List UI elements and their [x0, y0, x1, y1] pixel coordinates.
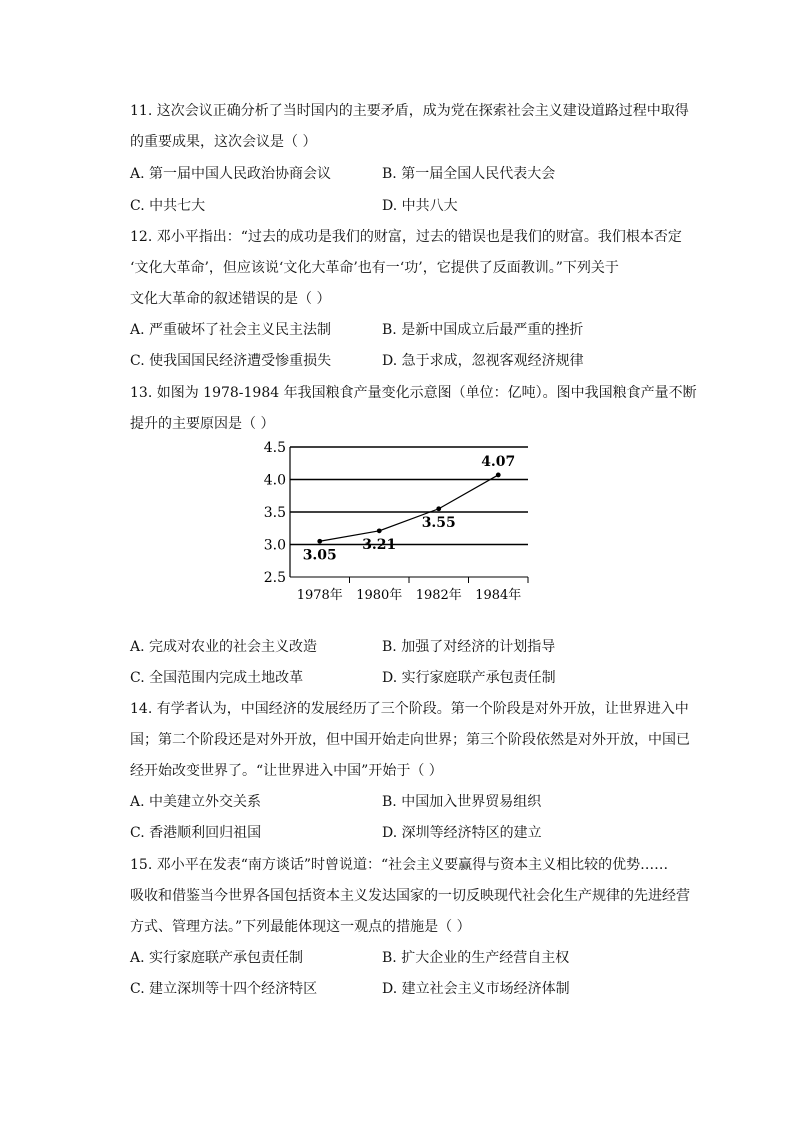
- q12-line-2: ‘文化大革命’，但应该说‘文化大革命’也有一‘功’，它提供了反面教训。”下列关于: [130, 260, 619, 276]
- chart-data-label: 3.05: [302, 547, 337, 564]
- chart-y-tick-label: 2.5: [263, 570, 286, 586]
- q15-line-1: 15. 邓小平在发表“南方谈话”时曾说道：“社会主义要赢得与资本主义相比较的优势……: [130, 857, 669, 873]
- q14-line-1: 14. 有学者认为，中国经济的发展经历了三个阶段。第一个阶段是对外开放，让世界进入中: [130, 701, 689, 717]
- q15-line-3: 方式、管理方法。”下列最能体现这一观点的措施是（ ）: [130, 919, 471, 935]
- q13-option-d: D. 实行家庭联产承包责任制: [382, 670, 556, 686]
- q12-line-1: 12. 邓小平指出：“过去的成功是我们的财富，过去的错误也是我们的财富。我们根本否定: [130, 229, 682, 245]
- q13-line-1: 13. 如图为 1978-1984 年我国粮食产量变化示意图（单位：亿吨）。图中我国粮食产量不断: [130, 385, 697, 401]
- chart-y-tick-label: 3.5: [263, 505, 286, 521]
- q11-option-c: C. 中共七大: [130, 198, 206, 214]
- q11-option-b: B. 第一届全国人民代表大会: [382, 166, 556, 182]
- chart-x-tick-label: 1980年: [356, 588, 403, 603]
- chart-x-tick-label: 1978年: [296, 588, 343, 603]
- q14-option-c: C. 香港顺利回归祖国: [130, 825, 262, 841]
- chart-x-tick-label: 1982年: [415, 588, 462, 603]
- chart-y-tick-label: 3.0: [263, 537, 286, 554]
- chart-x-ticks: [297, 587, 522, 603]
- chart-y-tick-label: 4.5: [263, 440, 286, 456]
- chart-data-label: 3.21: [362, 536, 397, 553]
- q11-option-d: D. 中共八大: [382, 198, 458, 214]
- q12-option-d: D. 急于求成，忽视客观经济规律: [382, 353, 584, 369]
- grain-output-chart: [256, 437, 536, 605]
- q12-option-c: C. 使我国国民经济遭受惨重损失: [130, 353, 332, 369]
- q15-option-d: D. 建立社会主义市场经济体制: [382, 981, 570, 997]
- q13-line-2: 提升的主要原因是（ ）: [130, 416, 275, 432]
- q11-line-2: 的重要成果，这次会议是（ ）: [130, 134, 317, 150]
- q11-line-1: 11. 这次会议正确分析了当时国内的主要矛盾，成为党在探索社会主义建设道路过程中取得: [130, 103, 689, 119]
- chart-data-point: [436, 506, 441, 511]
- q14-line-2: 国；第二个阶段还是对外开放，但中国开始走向世界；第三个阶段依然是对外开放，中国已: [130, 732, 690, 748]
- q13-option-c: C. 全国范围内完成土地改革: [130, 670, 304, 686]
- q13-option-b: B. 加强了对经济的计划指导: [382, 639, 556, 655]
- chart-data-point: [377, 528, 382, 533]
- q15-option-b: B. 扩大企业的生产经营自主权: [382, 950, 570, 966]
- q12-option-b: B. 是新中国成立后最严重的挫折: [382, 322, 584, 338]
- chart-x-tick-label: 1984年: [475, 588, 522, 603]
- chart-series: [317, 473, 500, 544]
- chart-y-ticks: [264, 440, 286, 586]
- q13-option-a: A. 完成对农业的社会主义改造: [130, 639, 318, 655]
- chart-data-point: [496, 473, 501, 478]
- chart-y-tick-label: 4.0: [263, 472, 286, 489]
- q15-option-c: C. 建立深圳等十四个经济特区: [130, 981, 318, 997]
- q14-option-b: B. 中国加入世界贸易组织: [382, 794, 542, 810]
- chart-data-labels: [303, 454, 516, 563]
- chart-data-label: 3.55: [421, 514, 456, 531]
- chart-data-point: [317, 539, 322, 544]
- q15-line-2: 吸收和借鉴当今世界各国包括资本主义发达国家的一切反映现代社会化生产规律的先进经营: [130, 888, 690, 904]
- q14-option-d: D. 深圳等经济特区的建立: [382, 825, 542, 841]
- q14-line-3: 经开始改变世界了。“让世界进入中国”开始于（ ）: [130, 763, 443, 779]
- chart-data-label: 4.07: [481, 453, 516, 470]
- q12-line-3: 文化大革命的叙述错误的是（ ）: [130, 291, 331, 307]
- q12-option-a: A. 严重破坏了社会主义民主法制: [130, 322, 332, 338]
- q11-option-a: A. 第一届中国人民政治协商会议: [130, 166, 332, 182]
- q15-option-a: A. 实行家庭联产承包责任制: [130, 950, 304, 966]
- chart-series-line: [320, 475, 499, 541]
- q14-option-a: A. 中美建立外交关系: [130, 794, 262, 810]
